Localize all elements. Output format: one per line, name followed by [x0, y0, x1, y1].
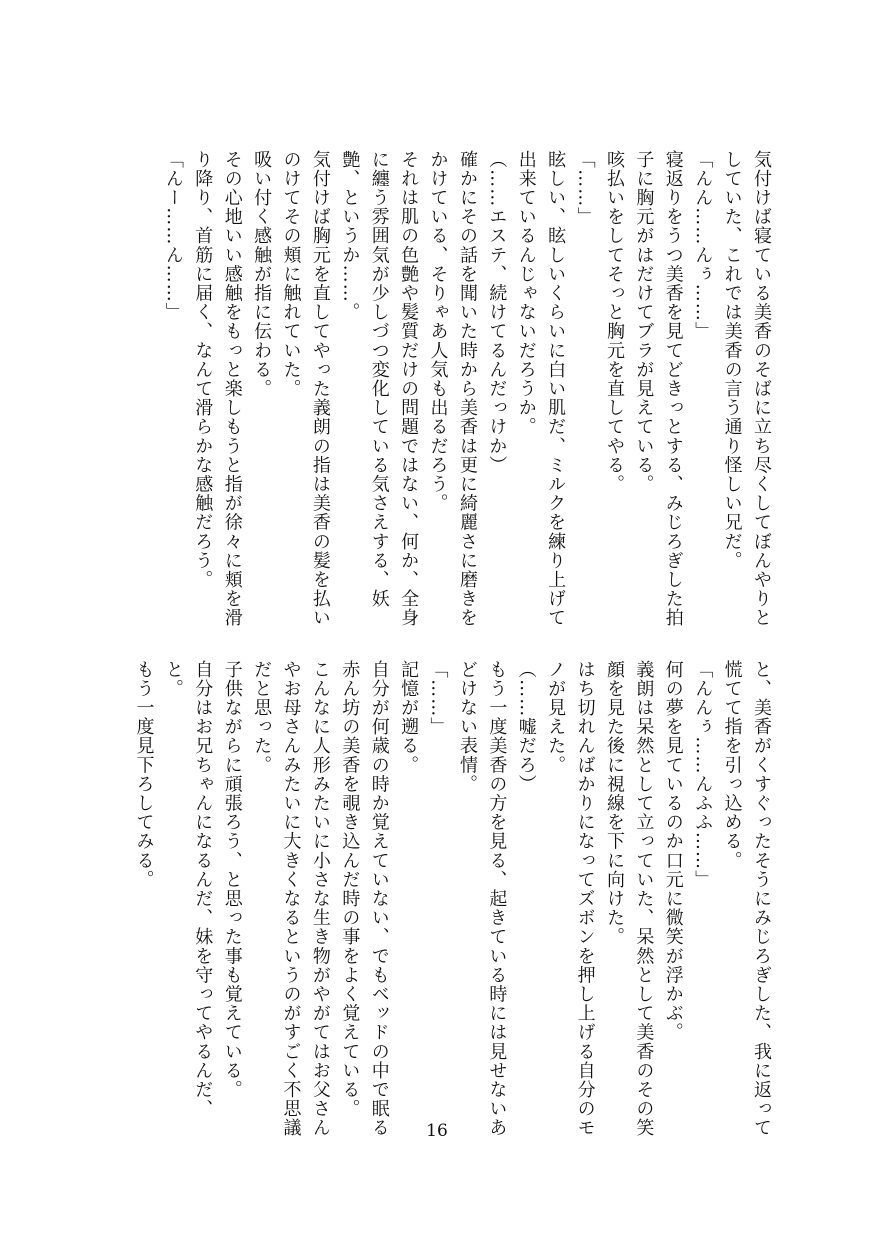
text-line: 寝返りをうつ美香を見てどきっとする、みじろぎした拍	[662, 150, 684, 628]
text-line: 「んー……ん……」	[162, 150, 184, 322]
text-line: もう一度見下ろしてみる。	[133, 660, 155, 890]
text-line: 吸い付く感触が指に伝わる。	[251, 150, 273, 399]
text-line: その心地いい感触をもっと楽しもうと指が徐々に頬を滑	[221, 150, 243, 628]
text-line: のけてその頬に触れていた。	[280, 150, 302, 399]
text-line: 艶、というか……。	[339, 150, 361, 322]
text-line: 気付けば胸元を直してやった義朗の指は美香の髪を払い	[309, 150, 331, 628]
text-line: していた、これでは美香の言う通り怪しい兄だ。	[721, 150, 743, 571]
text-line: り降り、首筋に届く、なんて滑らかな感触だろう。	[192, 150, 214, 590]
text-line: 自分が何歳の時か覚えていない、でもベッドの中で眠る	[368, 660, 390, 1138]
text-line: と、美香がくすぐったそうにみじろぎした、我に返って	[751, 660, 772, 1138]
text-line: 赤ん坊の美香を覗き込んだ時の事をよく覚えている。	[339, 660, 361, 1119]
text-block-upper	[158, 150, 776, 628]
text-line: かけている、そりゃあ人気も出るだろう。	[427, 150, 449, 513]
text-line: （……エステ、続けてるんだっけか）	[486, 150, 508, 475]
text-line: はち切れんばかりになってズボンを押し上げる自分のモ	[574, 660, 596, 1138]
text-line: 何の夢を見ているのか口元に微笑が浮かぶ。	[662, 660, 684, 1042]
text-line: 慌てて指を引っ込める。	[721, 660, 743, 871]
text-line: 出来ているんじゃないだろうか。	[515, 150, 537, 437]
text-line: だと思った。	[251, 660, 273, 775]
text-line: それは肌の色艶や髪質だけの問題ではない、何か、全身	[398, 150, 420, 628]
text-line: どけない表情。	[456, 660, 478, 794]
text-line: 子供ながらに頑張ろう、と思った事も覚えている。	[221, 660, 243, 1100]
text-line: 記憶が遡る。	[398, 660, 420, 775]
text-line: こんなに人形みたいに小さな生き物がやがてはお父さん	[309, 660, 331, 1138]
text-line: と。	[162, 660, 184, 699]
text-line: 眩しい、眩しいくらいに白い肌だ、ミルクを練り上げて	[545, 150, 567, 628]
page-number: 16	[426, 1121, 448, 1141]
text-line: に纏う雰囲気が少しづつ変化している気さえする、妖	[368, 150, 390, 609]
text-line: 「……」	[427, 660, 449, 737]
text-line: 咳払いをしてそっと胸元を直してやる。	[603, 150, 625, 494]
text-line: 気付けば寝ている美香のそばに立ち尽くしてぼんやりと	[751, 150, 772, 628]
text-line: 「んんぅ……んふふ……」	[692, 660, 714, 890]
text-line: （……嘘だろ）	[515, 660, 537, 794]
text-line: 自分はお兄ちゃんになるんだ、妹を守ってやるんだ、	[192, 660, 214, 1119]
text-line: 子に胸元がはだけてブラが見えている。	[633, 150, 655, 494]
text-line: 確かにその話を聞いた時から美香は更に綺麗さに磨きを	[456, 150, 478, 628]
text-line: 顔を見た後に視線を下に向けた。	[603, 660, 625, 947]
text-line: ノが見えた。	[545, 660, 567, 775]
text-line: 義朗は呆然として立っていた、呆然として美香のその笑	[633, 660, 655, 1138]
text-line: やお母さんみたいに大きくなるというのがすごく不思議	[280, 660, 302, 1138]
text-line: 「んん……んぅ……」	[692, 150, 714, 341]
text-line: もう一度美香の方を見る、起きている時には見せないあ	[486, 660, 508, 1138]
text-line: 「……」	[574, 150, 596, 227]
